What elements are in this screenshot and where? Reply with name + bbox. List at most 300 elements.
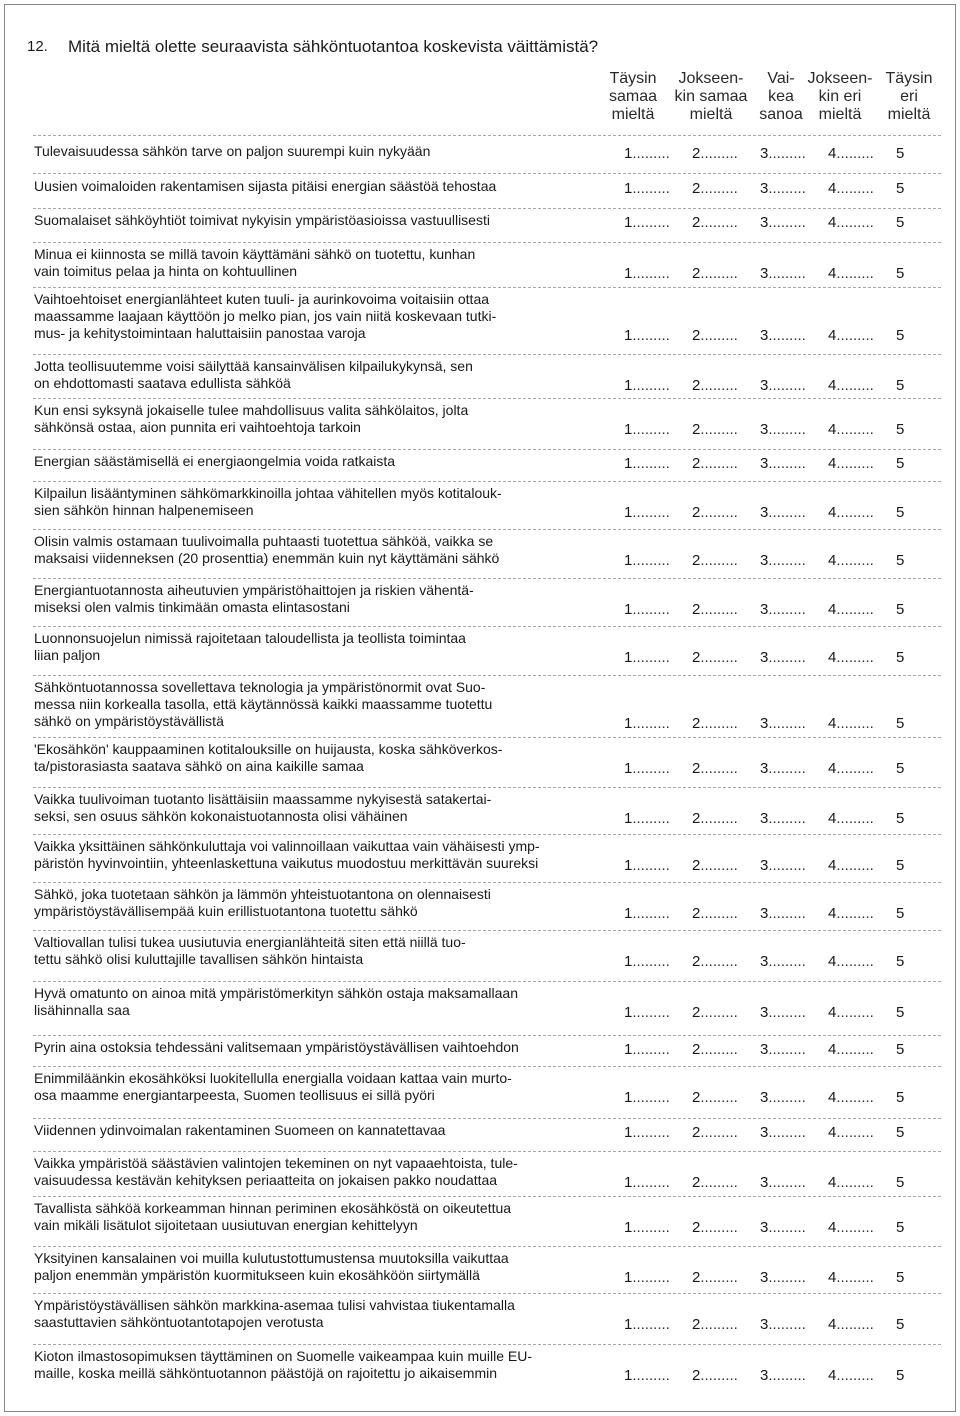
scale-dots: ......... (768, 327, 806, 344)
scale-option-number: 5 (896, 377, 905, 394)
scale-option-4[interactable] (828, 455, 896, 473)
scale-option-3[interactable] (760, 455, 828, 473)
scale-dots: ......... (632, 552, 670, 569)
row-divider (33, 208, 941, 209)
row-divider (33, 834, 941, 835)
scale-option-1[interactable] (624, 377, 692, 395)
scale-option-4[interactable] (828, 1174, 896, 1192)
scale-option-number: 2 (692, 377, 701, 394)
scale-option-3[interactable] (760, 377, 828, 395)
scale-option-3[interactable] (760, 905, 828, 923)
row-divider (33, 930, 941, 931)
statement-line: seksi, sen osuus sähkön kokonaistuotannosta olisi vähäinen (34, 808, 408, 824)
rating-scale (624, 649, 924, 667)
statement-line: maille, koska meillä sähköntuotannon päästöjä on rajoitettu jo aikaisemmin (34, 1365, 498, 1381)
scale-option-number: 1 (624, 1316, 633, 1333)
scale-option-3[interactable] (760, 953, 828, 971)
row-divider (33, 481, 941, 482)
scale-option-3[interactable] (760, 327, 828, 345)
scale-option-3[interactable] (760, 715, 828, 733)
row-divider (33, 173, 941, 174)
scale-dots: ......... (768, 857, 806, 874)
rating-scale (624, 760, 924, 778)
scale-dots: ......... (836, 1219, 874, 1236)
scale-option-5[interactable] (896, 377, 916, 395)
scale-option-5[interactable] (896, 1316, 916, 1334)
scale-option-4[interactable] (828, 377, 896, 395)
scale-option-5[interactable] (896, 1269, 916, 1287)
row-divider (33, 981, 941, 982)
scale-option-3[interactable] (760, 1124, 828, 1142)
scale-option-number: 5 (896, 552, 905, 569)
scale-option-2[interactable] (692, 377, 760, 395)
scale-option-3[interactable] (760, 1269, 828, 1287)
scale-dots: ......... (700, 1269, 738, 1286)
scale-option-1[interactable] (624, 1089, 692, 1107)
scale-dots: ......... (836, 1367, 874, 1384)
scale-option-number: 5 (896, 905, 905, 922)
column-header-line: Jokseen- (807, 70, 873, 87)
scale-option-5[interactable] (896, 715, 916, 733)
scale-option-number: 4 (828, 1316, 837, 1333)
scale-option-1[interactable] (624, 455, 692, 473)
scale-option-2[interactable] (692, 649, 760, 667)
scale-option-5[interactable] (896, 504, 916, 522)
scale-dots: ......... (632, 649, 670, 666)
scale-option-3[interactable] (760, 421, 828, 439)
row-divider (33, 787, 941, 788)
scale-dots: ......... (632, 1041, 670, 1058)
scale-dots: ......... (836, 760, 874, 777)
scale-option-4[interactable] (828, 327, 896, 345)
scale-dots: ......... (632, 760, 670, 777)
scale-option-4[interactable] (828, 1269, 896, 1287)
scale-option-5[interactable] (896, 552, 916, 570)
column-header-line: kin samaa (674, 88, 748, 105)
scale-option-1[interactable] (624, 1367, 692, 1385)
scale-option-number: 5 (896, 857, 905, 874)
scale-option-number: 4 (828, 715, 837, 732)
statement-line: Hyvä omatunto on ainoa mitä ympäristömerkityn sähkön ostaja maksamallaan (34, 985, 519, 1001)
scale-option-number: 2 (692, 601, 701, 618)
scale-option-1[interactable] (624, 649, 692, 667)
statement-line: Valtiovallan tulisi tukea uusiutuvia energianlähteitä siten että niillä tuo- (34, 934, 466, 950)
scale-option-number: 3 (760, 810, 769, 827)
scale-dots: ......... (632, 1174, 670, 1191)
scale-option-number: 4 (828, 649, 837, 666)
scale-option-2[interactable] (692, 265, 760, 283)
scale-option-4[interactable] (828, 715, 896, 733)
rating-scale (624, 214, 924, 232)
scale-option-number: 3 (760, 1174, 769, 1191)
scale-option-4[interactable] (828, 760, 896, 778)
scale-option-number: 4 (828, 455, 837, 472)
scale-dots: ......... (836, 214, 874, 231)
statement-line: on ehdottomasti saatava edullista sähköä (34, 375, 291, 391)
scale-option-number: 5 (896, 145, 905, 162)
scale-option-1[interactable] (624, 504, 692, 522)
scale-option-number: 1 (624, 552, 633, 569)
scale-dots: ......... (768, 1316, 806, 1333)
scale-dots: ......... (632, 1219, 670, 1236)
scale-option-1[interactable] (624, 552, 692, 570)
rating-scale (624, 857, 924, 875)
rating-scale (624, 377, 924, 395)
scale-option-number: 1 (624, 1124, 633, 1141)
scale-option-3[interactable] (760, 1174, 828, 1192)
scale-option-1[interactable] (624, 601, 692, 619)
scale-option-number: 4 (828, 552, 837, 569)
rating-scale (624, 327, 924, 345)
scale-dots: ......... (836, 145, 874, 162)
scale-option-3[interactable] (760, 1219, 828, 1237)
scale-dots: ......... (700, 421, 738, 438)
column-header-line: kea (768, 88, 794, 105)
scale-option-1[interactable] (624, 1219, 692, 1237)
scale-option-4[interactable] (828, 1316, 896, 1334)
statement-line: Pyrin aina ostoksia tehdessäni valitsemaan ympäristöystävällisen vaihtoehdon (34, 1039, 519, 1055)
scale-option-1[interactable] (624, 905, 692, 923)
scale-dots: ......... (768, 953, 806, 970)
scale-option-number: 4 (828, 601, 837, 618)
scale-dots: ......... (700, 180, 738, 197)
statement-line: Uusien voimaloiden rakentamisen sijasta pitäisi energian säästöä tehostaa (34, 178, 497, 194)
scale-option-5[interactable] (896, 1219, 916, 1237)
scale-option-4[interactable] (828, 953, 896, 971)
scale-dots: ......... (768, 552, 806, 569)
scale-option-1[interactable] (624, 1269, 692, 1287)
scale-option-5[interactable] (896, 905, 916, 923)
scale-dots: ......... (768, 455, 806, 472)
scale-option-2[interactable] (692, 715, 760, 733)
scale-option-4[interactable] (828, 552, 896, 570)
scale-dots: ......... (836, 265, 874, 282)
scale-option-1[interactable] (624, 810, 692, 828)
scale-option-4[interactable] (828, 180, 896, 198)
scale-option-5[interactable] (896, 760, 916, 778)
scale-option-5[interactable] (896, 857, 916, 875)
scale-option-number: 2 (692, 1219, 701, 1236)
scale-dots: ......... (700, 327, 738, 344)
scale-option-number: 4 (828, 905, 837, 922)
scale-dots: ......... (836, 857, 874, 874)
scale-option-4[interactable] (828, 421, 896, 439)
scale-option-5[interactable] (896, 180, 916, 198)
scale-option-1[interactable] (624, 1041, 692, 1059)
scale-option-2[interactable] (692, 760, 760, 778)
scale-option-1[interactable] (624, 180, 692, 198)
column-header-line: mieltä (818, 106, 862, 123)
scale-option-2[interactable] (692, 504, 760, 522)
statement-line: Enimmiläänkin ekosähköksi luokitellulla energialla voidaan kattaa vain murto- (34, 1070, 512, 1086)
scale-option-number: 5 (896, 1316, 905, 1333)
scale-dots: ......... (768, 760, 806, 777)
statement-line: ympäristöystävällisempää kuin erillistuotantona tuotettu sähkö (34, 903, 418, 919)
scale-option-4[interactable] (828, 1041, 896, 1059)
scale-option-5[interactable] (896, 145, 916, 163)
scale-option-2[interactable] (692, 1004, 760, 1022)
scale-dots: ......... (700, 905, 738, 922)
rating-scale (624, 601, 924, 619)
scale-option-4[interactable] (828, 1089, 896, 1107)
scale-option-4[interactable] (828, 145, 896, 163)
column-header-line: mieltä (689, 106, 733, 123)
scale-option-5[interactable] (896, 1089, 916, 1107)
scale-dots: ......... (700, 601, 738, 618)
scale-option-3[interactable] (760, 810, 828, 828)
scale-option-3[interactable] (760, 552, 828, 570)
statement-line: Kilpailun lisääntyminen sähkömarkkinoilla johtaa vähitellen myös kotitalouk- (34, 485, 502, 501)
scale-option-3[interactable] (760, 649, 828, 667)
scale-option-number: 1 (624, 1004, 633, 1021)
scale-option-number: 3 (760, 327, 769, 344)
scale-option-2[interactable] (692, 421, 760, 439)
scale-dots: ......... (768, 1124, 806, 1141)
scale-option-number: 5 (896, 760, 905, 777)
scale-option-3[interactable] (760, 1004, 828, 1022)
scale-dots: ......... (700, 760, 738, 777)
scale-option-number: 5 (896, 1219, 905, 1236)
scale-option-3[interactable] (760, 180, 828, 198)
scale-option-number: 2 (692, 145, 701, 162)
scale-option-3[interactable] (760, 1089, 828, 1107)
scale-option-number: 3 (760, 1089, 769, 1106)
scale-option-2[interactable] (692, 1367, 760, 1385)
scale-option-2[interactable] (692, 327, 760, 345)
scale-dots: ......... (836, 327, 874, 344)
scale-option-5[interactable] (896, 421, 916, 439)
scale-option-number: 2 (692, 327, 701, 344)
scale-option-3[interactable] (760, 1367, 828, 1385)
scale-option-3[interactable] (760, 214, 828, 232)
scale-dots: ......... (700, 377, 738, 394)
scale-option-4[interactable] (828, 857, 896, 875)
scale-dots: ......... (768, 715, 806, 732)
row-divider (33, 1118, 941, 1119)
scale-dots: ......... (836, 715, 874, 732)
scale-option-2[interactable] (692, 601, 760, 619)
statement-text (34, 985, 624, 1019)
scale-option-3[interactable] (760, 1041, 828, 1059)
scale-option-number: 2 (692, 214, 701, 231)
scale-option-5[interactable] (896, 265, 916, 283)
column-header (590, 70, 676, 124)
scale-option-number: 2 (692, 715, 701, 732)
scale-option-2[interactable] (692, 214, 760, 232)
scale-dots: ......... (836, 1269, 874, 1286)
scale-option-1[interactable] (624, 265, 692, 283)
scale-option-2[interactable] (692, 1089, 760, 1107)
row-divider (33, 354, 941, 355)
scale-dots: ......... (700, 1041, 738, 1058)
scale-option-1[interactable] (624, 715, 692, 733)
scale-option-number: 2 (692, 1004, 701, 1021)
scale-option-number: 2 (692, 1316, 701, 1333)
statement-line: Yksityinen kansalainen voi muilla kulutustottumustensa muutoksilla vaikuttaa (34, 1250, 509, 1266)
scale-option-number: 5 (896, 265, 905, 282)
scale-option-4[interactable] (828, 1124, 896, 1142)
scale-option-number: 3 (760, 180, 769, 197)
scale-option-5[interactable] (896, 455, 916, 473)
scale-option-1[interactable] (624, 857, 692, 875)
scale-option-number: 4 (828, 857, 837, 874)
scale-option-number: 1 (624, 715, 633, 732)
scale-dots: ......... (700, 1124, 738, 1141)
scale-option-number: 3 (760, 1316, 769, 1333)
scale-option-5[interactable] (896, 327, 916, 345)
row-divider (33, 578, 941, 579)
scale-option-number: 5 (896, 715, 905, 732)
scale-option-5[interactable] (896, 1124, 916, 1142)
scale-option-number: 4 (828, 1004, 837, 1021)
scale-option-4[interactable] (828, 1219, 896, 1237)
scale-option-2[interactable] (692, 180, 760, 198)
scale-option-5[interactable] (896, 953, 916, 971)
scale-dots: ......... (632, 1004, 670, 1021)
statement-text (34, 1250, 624, 1284)
row-divider (33, 882, 941, 883)
scale-dots: ......... (836, 455, 874, 472)
scale-option-3[interactable] (760, 1316, 828, 1334)
scale-option-3[interactable] (760, 265, 828, 283)
scale-dots: ......... (836, 649, 874, 666)
scale-option-5[interactable] (896, 1367, 916, 1385)
scale-option-4[interactable] (828, 504, 896, 522)
scale-option-2[interactable] (692, 1041, 760, 1059)
scale-dots: ......... (768, 145, 806, 162)
scale-option-2[interactable] (692, 1124, 760, 1142)
scale-option-1[interactable] (624, 1004, 692, 1022)
statement-line: Tavallista sähköä korkeamman hinnan periminen ekosähköstä on oikeutettua (34, 1200, 512, 1216)
scale-option-number: 2 (692, 552, 701, 569)
scale-dots: ......... (768, 421, 806, 438)
rating-scale (624, 504, 924, 522)
rating-scale (624, 1124, 924, 1142)
scale-option-1[interactable] (624, 953, 692, 971)
statement-line: Minua ei kiinnosta se millä tavoin käyttämäni sähkö on tuotettu, kunhan (34, 246, 476, 262)
scale-option-number: 4 (828, 1124, 837, 1141)
scale-option-5[interactable] (896, 810, 916, 828)
scale-option-number: 5 (896, 455, 905, 472)
row-divider (33, 675, 941, 676)
scale-option-number: 3 (760, 601, 769, 618)
scale-option-2[interactable] (692, 1219, 760, 1237)
row-divider (33, 1151, 941, 1152)
scale-option-number: 3 (760, 1269, 769, 1286)
scale-option-3[interactable] (760, 601, 828, 619)
statement-text (34, 886, 624, 920)
scale-option-number: 3 (760, 760, 769, 777)
scale-option-2[interactable] (692, 455, 760, 473)
scale-option-number: 2 (692, 421, 701, 438)
scale-option-2[interactable] (692, 953, 760, 971)
scale-dots: ......... (768, 810, 806, 827)
scale-option-2[interactable] (692, 905, 760, 923)
scale-dots: ......... (632, 905, 670, 922)
scale-option-number: 5 (896, 504, 905, 521)
statement-line: Vaikka yksittäinen sähkönkuluttaja voi valinnoillaan vaikuttaa vain vähäisesti ymp- (34, 838, 540, 854)
scale-option-1[interactable] (624, 421, 692, 439)
statement-text (34, 1155, 624, 1189)
scale-option-2[interactable] (692, 857, 760, 875)
scale-dots: ......... (632, 1124, 670, 1141)
rating-scale (624, 905, 924, 923)
scale-option-number: 1 (624, 1219, 633, 1236)
scale-option-2[interactable] (692, 1174, 760, 1192)
scale-option-2[interactable] (692, 1316, 760, 1334)
scale-option-3[interactable] (760, 504, 828, 522)
scale-option-5[interactable] (896, 214, 916, 232)
statement-line: Vaihtoehtoiset energianlähteet kuten tuuli- ja aurinkovoima voitaisiin ottaa (34, 291, 490, 307)
row-divider (33, 1066, 941, 1067)
scale-option-4[interactable] (828, 905, 896, 923)
scale-option-number: 1 (624, 1367, 633, 1384)
scale-option-1[interactable] (624, 214, 692, 232)
scale-option-3[interactable] (760, 857, 828, 875)
scale-option-2[interactable] (692, 552, 760, 570)
scale-option-5[interactable] (896, 1004, 916, 1022)
scale-dots: ......... (632, 145, 670, 162)
scale-option-number: 5 (896, 1367, 905, 1384)
scale-option-2[interactable] (692, 145, 760, 163)
scale-option-number: 2 (692, 905, 701, 922)
scale-option-3[interactable] (760, 145, 828, 163)
scale-dots: ......... (768, 265, 806, 282)
scale-option-1[interactable] (624, 327, 692, 345)
scale-option-4[interactable] (828, 265, 896, 283)
scale-option-1[interactable] (624, 1316, 692, 1334)
scale-option-number: 4 (828, 1367, 837, 1384)
scale-option-number: 5 (896, 421, 905, 438)
scale-option-5[interactable] (896, 1174, 916, 1192)
scale-option-number: 3 (760, 552, 769, 569)
scale-dots: ......... (700, 1316, 738, 1333)
scale-option-number: 2 (692, 1174, 701, 1191)
scale-dots: ......... (836, 552, 874, 569)
scale-dots: ......... (836, 601, 874, 618)
scale-option-1[interactable] (624, 145, 692, 163)
scale-option-number: 2 (692, 265, 701, 282)
statement-line: Vaikka tuulivoiman tuotanto lisättäisiin maassamme nykyisestä satakertai- (34, 791, 492, 807)
scale-dots: ......... (768, 180, 806, 197)
scale-option-5[interactable] (896, 1041, 916, 1059)
scale-dots: ......... (836, 953, 874, 970)
scale-option-4[interactable] (828, 810, 896, 828)
scale-option-4[interactable] (828, 1367, 896, 1385)
scale-option-1[interactable] (624, 1174, 692, 1192)
scale-dots: ......... (700, 504, 738, 521)
scale-option-5[interactable] (896, 601, 916, 619)
scale-dots: ......... (700, 1219, 738, 1236)
scale-option-1[interactable] (624, 760, 692, 778)
scale-dots: ......... (700, 1367, 738, 1384)
scale-option-number: 2 (692, 1041, 701, 1058)
scale-option-4[interactable] (828, 1004, 896, 1022)
scale-dots: ......... (632, 327, 670, 344)
scale-option-1[interactable] (624, 1124, 692, 1142)
scale-option-5[interactable] (896, 649, 916, 667)
scale-option-4[interactable] (828, 649, 896, 667)
scale-option-4[interactable] (828, 601, 896, 619)
statement-line: maksaisi viidenneksen (20 prosenttia) enemmän kuin nyt käyttämäni sähkö (34, 550, 500, 566)
scale-option-2[interactable] (692, 810, 760, 828)
scale-option-4[interactable] (828, 214, 896, 232)
scale-option-number: 5 (896, 810, 905, 827)
scale-option-2[interactable] (692, 1269, 760, 1287)
statement-text (34, 485, 624, 519)
statement-text (34, 533, 624, 567)
scale-option-3[interactable] (760, 760, 828, 778)
